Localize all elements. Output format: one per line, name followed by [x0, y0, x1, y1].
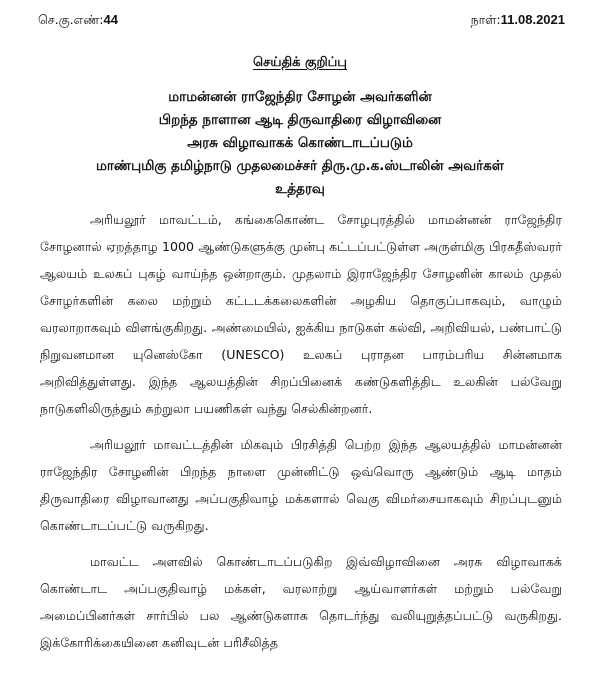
reference-label: செ.கு.எண்: — [38, 12, 104, 27]
headline — [20, 86, 580, 201]
press-release-title-text: செய்திக் குறிப்பு — [253, 55, 347, 70]
date-label: நாள்: — [470, 12, 501, 27]
headline-line: அரசு விழாவாகக் கொண்டாடப்படும் — [187, 135, 413, 151]
headline-line: மாமன்னன் ராஜேந்திர சோழன் அவர்களின் — [168, 89, 432, 105]
document-date — [471, 12, 565, 29]
press-release-title — [0, 55, 600, 71]
body-text — [40, 206, 562, 656]
paragraph: அரியலூர் மாவட்டத்தின் மிகவும் பிரசித்தி பெற்ற இந்த ஆலயத்தில் மாமன்னன் ராஜேந்திர சோழனின் பிறந்த நாளை முன்னிட்டு ஒவ்வொரு ஆண்டும் ஆடி மாதம் திருவாதிரை விழாவானது அப்பகுதிவாழ் மக்களால் வெகு விமர்சையாகவும் சிறப்புடனும் கொண்டாடப்பட்டு வருகிறது. — [40, 437, 562, 533]
date-value: 11.08.2021 — [500, 12, 565, 27]
headline-line: உத்தரவு — [275, 181, 325, 197]
headline-line: பிறந்த நாளான ஆடி திருவாதிரை விழாவினை — [158, 112, 442, 128]
headline-line: மாண்புமிகு தமிழ்நாடு முதலமைச்சர் திரு.மு.க.ஸ்டாலின் அவர்கள் — [95, 158, 504, 174]
paragraph: அரியலூர் மாவட்டம், கங்கைகொண்ட சோழபுரத்தில் மாமன்னன் ராஜேந்திர சோழனால் ஏறத்தாழ 1000 ஆண்டுகளுக்கு முன்பு கட்டப்பட்டுள்ள அருள்மிகு பிரகதீஸ்வரர் ஆலயம் உலகப் புகழ் வாய்ந்த ஒன்றாகும். முதலாம் இராஜேந்திர சோழனின் காலம் முதல் சோழர்களின் கலை மற்றும் கட்டடக்கலைகளின் அழகிய தொகுப்பாகவும், வாழும் வரலாறாகவும் விளங்குகிறது. அண்மையில், ஐக்கிய நாடுகள் கல்வி, அறிவியல், பண்பாட்டு நிறுவனமான யுனெஸ்கோ (UNESCO) உலகப் புராதன பாரம்பரிய சின்னமாக அறிவித்துள்ளது. இந்த ஆலயத்தின் சிறப்பினைக் கண்டுகளித்திட உலகின் பல்வேறு நாடுகளிலிருந்தும் சுற்றுலா பயணிகள் வந்து செல்கின்றனர். — [40, 212, 562, 416]
reference-value: 44 — [103, 12, 118, 27]
reference-number — [38, 12, 118, 29]
paragraph: மாவட்ட அளவில் கொண்டாடப்படுகிற இவ்விழாவினை அரசு விழாவாகக் கொண்டாட அப்பகுதிவாழ் மக்கள், வரலாற்று ஆய்வாளர்கள் மற்றும் பல்வேறு அமைப்பினர்கள் சார்பில் பல ஆண்டுகளாக தொடர்ந்து வலியுறுத்தப்பட்டு வருகிறது. இக்கோரிக்கையினை கனிவுடன் பரிசீலித்த — [40, 554, 562, 650]
